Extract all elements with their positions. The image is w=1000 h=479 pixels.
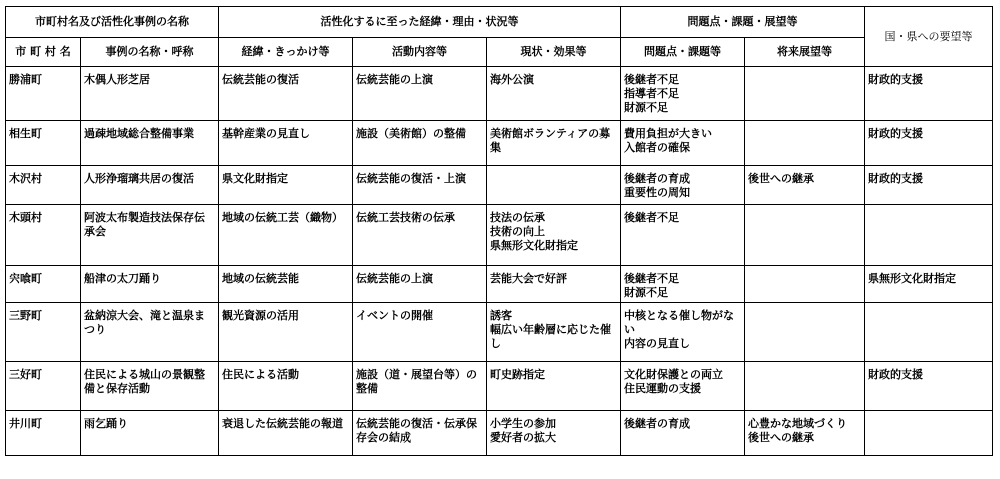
header-background: 活性化するに至った経緯・理由・状況等 [219, 7, 621, 38]
case-name-cell: 木偶人形芝居 [81, 67, 219, 121]
case-name-cell: 雨乞踊り [81, 411, 219, 456]
request-cell: 財政的支援 [865, 166, 993, 205]
trigger-cell: 住民による活動 [219, 362, 353, 411]
trigger-cell: 地域の伝統芸能 [219, 266, 353, 303]
municipality-cell: 相生町 [6, 121, 81, 166]
trigger-cell: 地域の伝統工芸（織物） [219, 205, 353, 266]
effect-cell: 誘客 幅広い年齢層に応じた催し [487, 303, 621, 362]
activity-cell: 伝統芸能の復活・伝承保存会の結成 [353, 411, 487, 456]
problems-cell: 後継者不足 指導者不足 財源不足 [621, 67, 745, 121]
table-row [6, 166, 993, 205]
problems-cell: 後継者不足 [621, 205, 745, 266]
activity-cell: イベントの開催 [353, 303, 487, 362]
table-row [6, 205, 993, 266]
request-cell [865, 411, 993, 456]
effect-cell: 美術館ボランティアの募集 [487, 121, 621, 166]
header-request: 国・県への要望等 [865, 7, 993, 67]
activity-cell: 伝統芸能の上演 [353, 266, 487, 303]
case-name-cell: 人形浄瑠璃共居の復活 [81, 166, 219, 205]
request-cell: 県無形文化財指定 [865, 266, 993, 303]
problems-cell: 費用負担が大きい 入館者の確保 [621, 121, 745, 166]
request-cell: 財政的支援 [865, 362, 993, 411]
problems-cell: 文化財保護との両立 住民運動の支援 [621, 362, 745, 411]
header-municipality-case: 市町村名及び活性化事例の名称 [6, 7, 219, 38]
header-outlook: 将来展望等 [745, 38, 865, 67]
request-cell [865, 303, 993, 362]
outlook-cell: 後世への継承 [745, 166, 865, 205]
table-row [6, 362, 993, 411]
trigger-cell: 県文化財指定 [219, 166, 353, 205]
outlook-cell [745, 362, 865, 411]
trigger-cell: 衰退した伝統芸能の報道 [219, 411, 353, 456]
header-municipality: 市 町 村 名 [6, 38, 81, 67]
activity-cell: 施設（美術館）の整備 [353, 121, 487, 166]
problems-cell: 後継者の育成 [621, 411, 745, 456]
request-cell: 財政的支援 [865, 121, 993, 166]
header-effect: 現状・効果等 [487, 38, 621, 67]
effect-cell: 小学生の参加 愛好者の拡大 [487, 411, 621, 456]
municipality-cell: 宍喰町 [6, 266, 81, 303]
activity-cell: 伝統工芸技術の伝承 [353, 205, 487, 266]
outlook-cell [745, 205, 865, 266]
trigger-cell: 伝統芸能の復活 [219, 67, 353, 121]
outlook-cell [745, 266, 865, 303]
header-activity: 活動内容等 [353, 38, 487, 67]
problems-cell: 後継者不足 財源不足 [621, 266, 745, 303]
outlook-cell [745, 121, 865, 166]
outlook-cell: 心豊かな地域づくり 後世への継承 [745, 411, 865, 456]
table-row [6, 266, 993, 303]
case-name-cell: 阿波太布製造技法保存伝承会 [81, 205, 219, 266]
header-problems: 問題点・課題等 [621, 38, 745, 67]
table-row [6, 67, 993, 121]
problems-cell: 中核となる催し物がない 内容の見直し [621, 303, 745, 362]
effect-cell [487, 166, 621, 205]
table-row [6, 303, 993, 362]
municipality-cell: 木沢村 [6, 166, 81, 205]
municipality-cell: 三好町 [6, 362, 81, 411]
case-name-cell: 船津の太刀踊り [81, 266, 219, 303]
request-cell: 財政的支援 [865, 67, 993, 121]
header-issues: 問題点・課題・展望等 [621, 7, 865, 38]
municipality-cell: 木頭村 [6, 205, 81, 266]
case-name-cell: 盆納涼大会、滝と温泉まつり [81, 303, 219, 362]
case-table [5, 6, 993, 456]
effect-cell: 芸能大会で好評 [487, 266, 621, 303]
table-row [6, 411, 993, 456]
table-row [6, 121, 993, 166]
trigger-cell: 観光資源の活用 [219, 303, 353, 362]
case-name-cell: 住民による城山の景観整備と保存活動 [81, 362, 219, 411]
outlook-cell [745, 67, 865, 121]
case-name-cell: 過疎地域総合整備事業 [81, 121, 219, 166]
activity-cell: 施設（道・展望台等）の整備 [353, 362, 487, 411]
trigger-cell: 基幹産業の見直し [219, 121, 353, 166]
problems-cell: 後継者の育成 重要性の周知 [621, 166, 745, 205]
header-trigger: 経緯・きっかけ等 [219, 38, 353, 67]
activity-cell: 伝統芸能の復活・上演 [353, 166, 487, 205]
effect-cell: 海外公演 [487, 67, 621, 121]
effect-cell: 技法の伝承 技術の向上 県無形文化財指定 [487, 205, 621, 266]
request-cell [865, 205, 993, 266]
header-case-name: 事例の名称・呼称 [81, 38, 219, 67]
municipality-cell: 三野町 [6, 303, 81, 362]
activity-cell: 伝統芸能の上演 [353, 67, 487, 121]
municipality-cell: 井川町 [6, 411, 81, 456]
effect-cell: 町史跡指定 [487, 362, 621, 411]
municipality-cell: 勝浦町 [6, 67, 81, 121]
outlook-cell [745, 303, 865, 362]
